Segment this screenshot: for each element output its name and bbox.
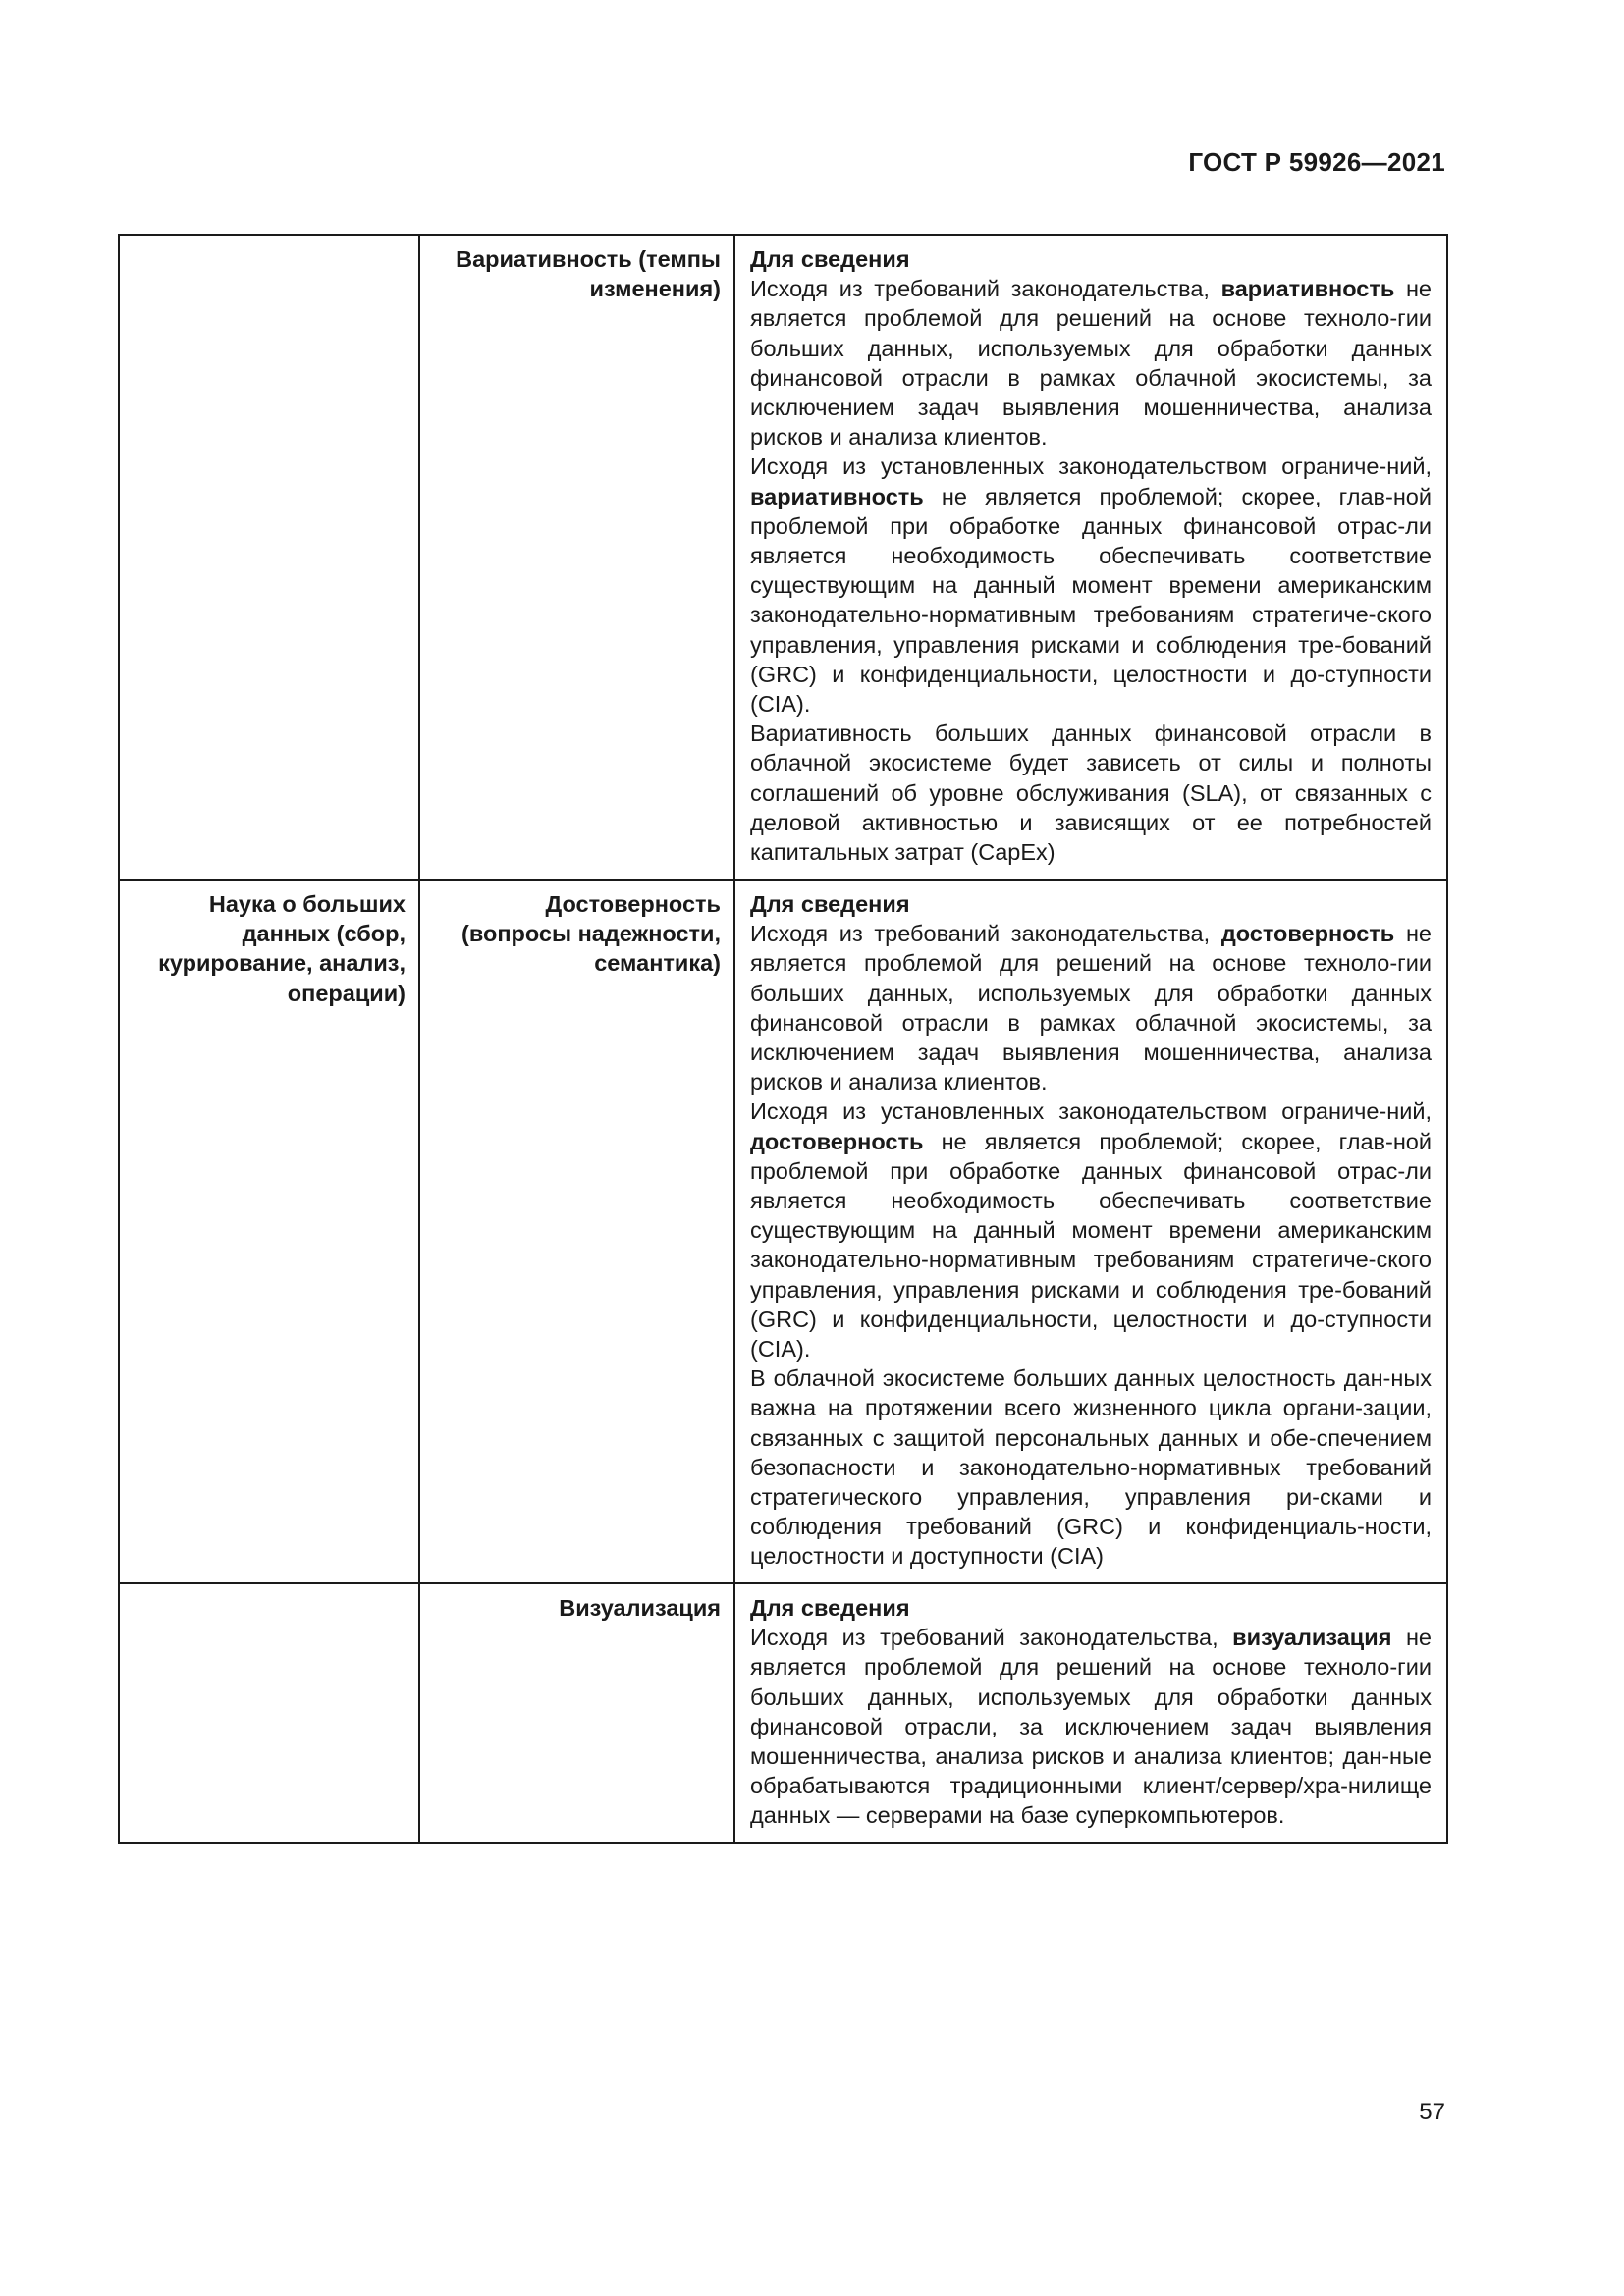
description-paragraph: Исходя из требований законодательства, вариативность не является проблемой для решений на основе техноло-гии больших данных, используемых для обработки данных финансовой отрасли в рамках облачной экосистемы, за исключением задач выявления мошенничества, анализа рисков и анализа клиентов. — [750, 276, 1432, 451]
page-number: 57 — [1419, 2099, 1445, 2125]
table-row — [119, 1583, 1447, 1843]
description-paragraph: Исходя из требований законодательства, достоверность не является проблемой для решений на основе техноло-гии больших данных, используемых для обработки данных финансовой отрасли в рамках облачной экосистемы, за исключением задач выявления мошенничества, анализа рисков и анализа клиентов. — [750, 921, 1432, 1095]
category-cell — [119, 1583, 419, 1843]
keyword: достоверность — [1220, 921, 1395, 947]
keyword: визуализация — [1232, 1625, 1392, 1651]
description-cell — [734, 1583, 1447, 1843]
category-cell — [119, 235, 419, 880]
keyword: вариативность — [750, 483, 924, 509]
keyword: достоверность — [750, 1128, 924, 1154]
description-paragraph: Вариативность больших данных финансовой отрасли в облачной экосистеме будет зависеть от силы и полноты соглашений об уровне обслуживания (SLA), от связанных с деловой активностью и зависящих от ее потребностей капитальных затрат (CapEx) — [750, 721, 1432, 866]
description-paragraph: Исходя из требований законодательства, визуализация не является проблемой для решений на основе техноло-гии больших данных, используемых для обработки данных финансовой отрасли, за исключением задач выявления мошенничества, анализа рисков и анализа клиентов; дан-ные обрабатываются традиционными клиент/сервер/хра-нилище данных — серверами на базе суперкомпьютеров. — [750, 1625, 1432, 1829]
category-cell: Наука о больших данных (сбор, курирование, анализ, операции) — [119, 880, 419, 1583]
description-cell — [734, 880, 1447, 1583]
table-row — [119, 880, 1447, 1583]
characteristic-cell: Визуализация — [419, 1583, 734, 1843]
document-standard-id: ГОСТ Р 59926—2021 — [1188, 147, 1445, 177]
characteristic-cell: Достоверность (вопросы надежности, семантика) — [419, 880, 734, 1583]
keyword: вариативность — [1220, 276, 1395, 302]
table-row — [119, 235, 1447, 880]
description-heading: Для сведения — [750, 891, 910, 917]
description-paragraph: Исходя из установленных законодательством ограниче-ний, достоверность не является проблемой; скорее, глав-ной проблемой при обработке данных финансовой отрас-ли является необходимость обеспечивать соответствие существующим на данный момент времени американским законодательно-нормативным требованиям стратегиче-ского управления, управления рисками и соблюдения тре-бований (GRC) и конфиденциальности, целостности и до-ступности (CIA). — [750, 1098, 1432, 1362]
description-cell — [734, 235, 1447, 880]
description-paragraph: Исходя из установленных законодательством ограниче-ний, вариативность не является проблемой; скорее, глав-ной проблемой при обработке данных финансовой отрас-ли является необходимость обеспечивать соответствие существующим на данный момент времени американским законодательно-нормативным требованиям стратегиче-ского управления, управления рисками и соблюдения тре-бований (GRC) и конфиденциальности, целостности и до-ступности (CIA). — [750, 454, 1432, 718]
description-paragraph: В облачной экосистеме больших данных целостность дан-ных важна на протяжении всего жизненного цикла органи-зации, связанных с защитой персональных данных и обе-спечением безопасности и законодательно-нормативных требований стратегического управления, управления ри-сками и соблюдения требований (GRC) и конфиденциаль-ности, целостности и доступности (CIA) — [750, 1365, 1432, 1570]
description-heading: Для сведения — [750, 1595, 910, 1621]
requirements-table — [118, 234, 1448, 1844]
description-heading: Для сведения — [750, 246, 910, 272]
characteristic-cell: Вариативность (темпы изменения) — [419, 235, 734, 880]
